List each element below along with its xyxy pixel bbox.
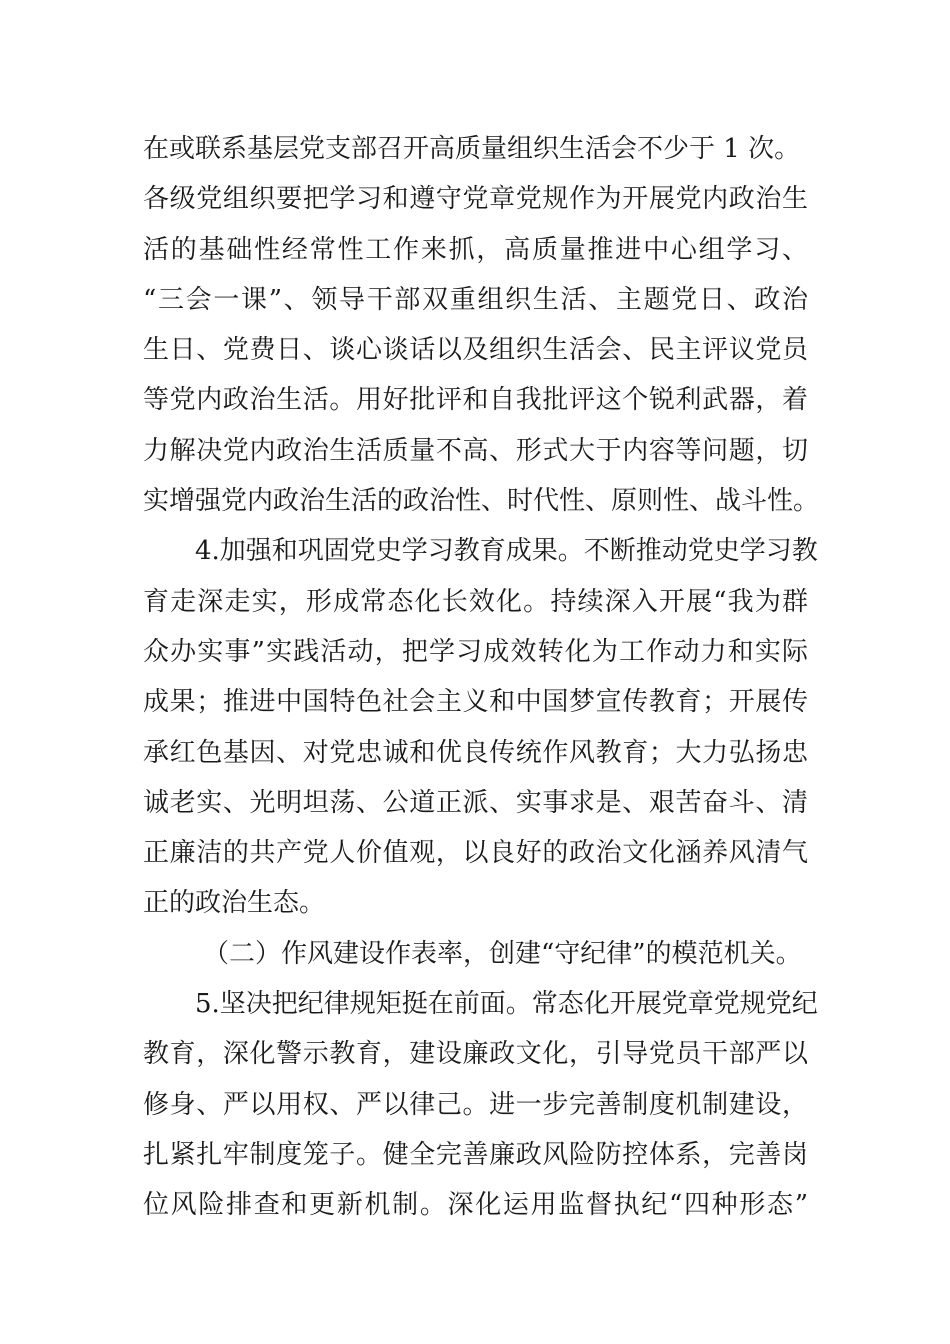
section-heading: （二）作风建设作表率，创建“守纪律”的模范机关。 <box>203 938 802 969</box>
text-line: 力解决党内政治生活质量不高、形式大于内容等问题，切 <box>143 435 808 466</box>
text-line: 承红色基因、对党忠诚和优良传统作风教育；大力弘扬忠 <box>143 737 808 768</box>
text-line: 在或联系基层党支部召开高质量组织生活会不少于 1 次。 <box>143 134 801 164</box>
text-line: 活的基础性经常性工作来抓，高质量推进中心组学习、 <box>143 234 808 265</box>
text-line: “三会一课”、领导干部双重组织生活、主题党日、政治 <box>143 284 808 315</box>
text-line: 等党内政治生活。用好批评和自我批评这个锐利武器，着 <box>143 385 808 416</box>
text-line: 实增强党内政治生活的政治性、时代性、原则性、战斗性。 <box>143 486 820 517</box>
text-line: 5.坚决把纪律规矩挺在前面。常态化开展党章党规党纪 <box>195 989 818 1020</box>
text-line: 众办实事”实践活动，把学习成效转化为工作动力和实际 <box>143 636 808 667</box>
text-line: 诚老实、光明坦荡、公道正派、实事求是、艰苦奋斗、清 <box>143 787 808 818</box>
text-line: 修身、严以用权、严以律己。进一步完善制度机制建设， <box>143 1089 808 1120</box>
text-line: 正的政治生态。 <box>143 888 326 919</box>
text-line: 位风险排查和更新机制。深化运用监督执纪“四种形态” <box>143 1190 808 1221</box>
text-line: 育走深走实，形成常态化长效化。持续深入开展“我为群 <box>143 586 808 617</box>
text-line: 教育，深化警示教育，建设廉政文化，引导党员干部严以 <box>143 1039 808 1070</box>
text-line: 生日、党费日、谈心谈话以及组织生活会、民主评议党员 <box>143 335 808 366</box>
text-line: 成果；推进中国特色社会主义和中国梦宣传教育；开展传 <box>143 687 808 718</box>
document-body <box>143 124 820 1231</box>
text-line: 4.加强和巩固党史学习教育成果。不断推动党史学习教 <box>195 536 818 567</box>
text-line: 正廉洁的共产党人价值观，以良好的政治文化涵养风清气 <box>143 838 808 869</box>
text-line: 各级党组织要把学习和遵守党章党规作为开展党内政治生 <box>143 184 808 215</box>
text-line: 扎紧扎牢制度笼子。健全完善廉政风险防控体系，完善岗 <box>143 1139 808 1170</box>
